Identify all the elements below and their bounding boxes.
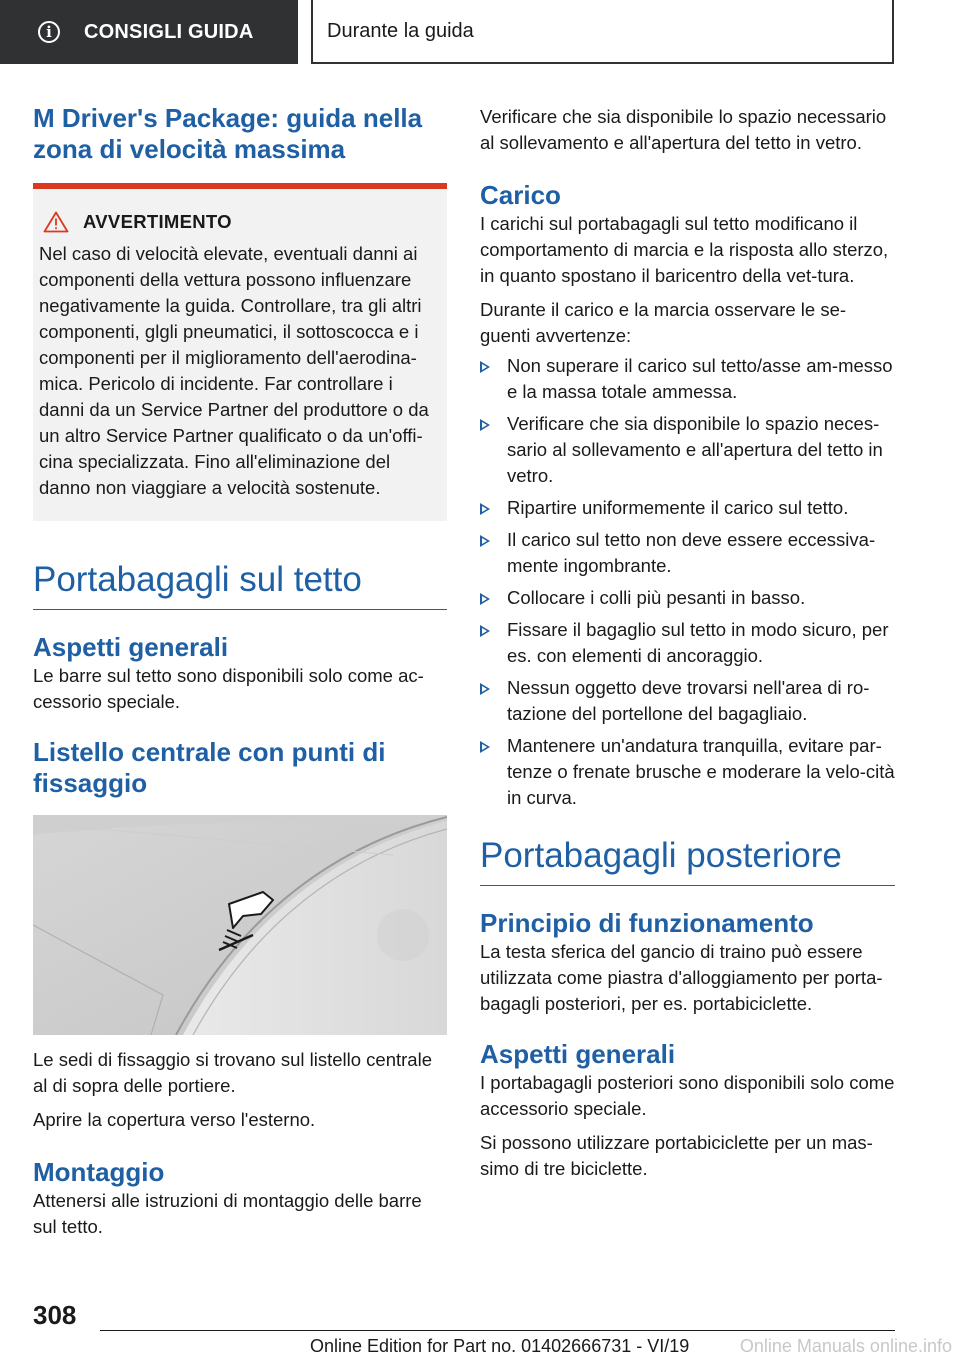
list-item: Fissare il bagaglio sul tetto in modo sicuro, per es. con elementi di ancoraggio. (480, 617, 895, 669)
principle-heading: Principio di funzionamento (480, 908, 814, 938)
chapter-tab-label: Durante la guida (327, 19, 474, 42)
mounting-text: Attenersi alle istruzioni di montaggio delle barre sul tetto. (33, 1190, 422, 1237)
principle-text: La testa sferica del gancio di traino può essere utilizzata come piastra d'alloggiamento per porta-bagagli posteriori, per es. portabiciclette. (480, 941, 883, 1014)
list-item: Non superare il carico sul tetto/asse am-messo e la massa totale ammessa. (480, 353, 895, 405)
bullet-triangle-icon (480, 593, 490, 605)
rear-general-text-1: I portabagagli posteriori sono disponibili solo come accessorio speciale. (480, 1072, 895, 1119)
list-item: Mantenere un'andatura tranquilla, evitare par-tenze o frenate brusche e moderare la velo-cità in curva. (480, 733, 895, 811)
load-text-2: Durante il carico e la marcia osservare le se-guenti avvertenze: (480, 299, 847, 346)
rear-rack-heading: Portabagagli posteriore (480, 835, 895, 886)
rear-general-text-2: Si possono utilizzare portabiciclette per un mas-simo di tre biciclette. (480, 1132, 873, 1179)
section-tab[interactable] (0, 0, 298, 64)
strip-text-1: Le sedi di fissaggio si trovano sul listello centrale al di sopra delle portiere. (33, 1049, 432, 1096)
section-tab-label: CONSIGLI GUIDA (84, 20, 254, 43)
warning-triangle-icon (43, 211, 69, 233)
general-heading: Aspetti generali (33, 632, 229, 662)
roof-strip-photo (33, 815, 447, 1035)
strip-heading: Listello centrale con punti di fissaggio (33, 737, 386, 798)
load-text-1: I carichi sul portabagagli sul tetto modificano il comportamento di marcia e la risposta allo sterzo, in quanto spostano il baricentro della vet-tura. (480, 213, 889, 286)
bullet-triangle-icon (480, 419, 490, 431)
list-item: Verificare che sia disponibile lo spazio neces-sario al sollevamento e all'apertura del tetto in vetro. (480, 411, 895, 489)
list-item: Collocare i colli più pesanti in basso. (480, 585, 895, 611)
chapter-tab[interactable] (311, 0, 894, 64)
bullet-triangle-icon (480, 625, 490, 637)
watermark: Online Manuals online.info (739, 1336, 952, 1356)
footer-divider (100, 1330, 895, 1331)
left-column (33, 100, 447, 1240)
roof-rack-heading: Portabagagli sul tetto (33, 559, 447, 610)
list-item: Ripartire uniformemente il carico sul tetto. (480, 495, 895, 521)
warning-box (33, 183, 447, 521)
bullet-triangle-icon (480, 741, 490, 753)
general-text: Le barre sul tetto sono disponibili solo come ac-cessorio speciale. (33, 665, 424, 712)
rear-general-heading: Aspetti generali (480, 1039, 676, 1069)
mounting-heading: Montaggio (33, 1157, 165, 1187)
strip-text-2: Aprire la copertura verso l'esterno. (33, 1109, 316, 1130)
load-heading: Carico (480, 180, 561, 210)
bullet-triangle-icon (480, 503, 490, 515)
warning-title-text: AVVERTIMENTO (83, 211, 232, 232)
mdriver-heading: M Driver's Package: guida nella zona di velocità massima (33, 103, 423, 164)
warning-title (39, 211, 437, 233)
warning-text: Nel caso di velocità elevate, eventuali danni ai componenti della vettura possono influenzare negativamente la guida. Controllare, tra gli altri componenti, glgli pneumatici, il sottoscocca e i componenti per il miglioramento dell'aerodina-mica. Pericolo di incidente. Far controllare i danni da un Service Partner del produttore o da un altro Service Partner qualificato o da un'offi-cina specializzata. Fino all'eliminazione del danno non viaggiare a velocità sostenute. (39, 243, 429, 498)
load-bullet-list (480, 353, 895, 811)
page-number: 308 (33, 1300, 77, 1330)
intro-text: Verificare che sia disponibile lo spazio necessario al sollevamento e all'apertura del tetto in vetro. (480, 106, 887, 153)
bullet-triangle-icon (480, 361, 490, 373)
list-item: Il carico sul tetto non deve essere eccessiva-mente ingombrante. (480, 527, 895, 579)
list-item: Nessun oggetto deve trovarsi nell'area di ro-tazione del portellone del bagagliaio. (480, 675, 895, 727)
bullet-triangle-icon (480, 535, 490, 547)
footer-edition: Online Edition for Part no. 01402666731 - VI/19 (310, 1336, 690, 1356)
right-column (480, 100, 895, 1182)
info-icon: i (38, 21, 60, 43)
bullet-triangle-icon (480, 683, 490, 695)
